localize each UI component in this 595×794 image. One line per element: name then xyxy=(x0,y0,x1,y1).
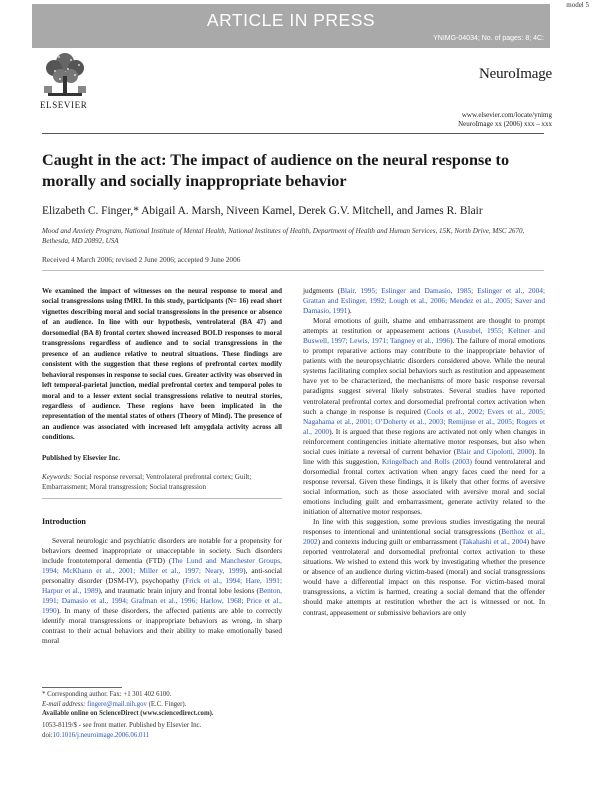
text-span: ). The failure of moral emotions to prompt reparative actions may contribute to the inappropriate behavior of patients with the neuropsychiatric disorders considered above. While the neural systems facilitating complex social behaviors such as restitution and appeasement have yet to be characterized, the mechanisms of more basic response reversal paradigms suggest several likely substrates. Several studies have reported ventrolateral prefrontal cortex and dorsomedial prefrontal cortex activation when such a change in response is required ( xyxy=(303,336,545,416)
model-tag: model 5 xyxy=(566,1,589,9)
text-span: Several neurologic and psychiatric disorders are notable for a propensity for behaviors deemed inappropriate or unacceptable in society. Such disorders include frontotemporal dementia (FTD) ( xyxy=(42,536,282,566)
abstract-divider xyxy=(42,270,544,271)
publisher-name: ELSEVIER xyxy=(40,100,88,110)
article-in-press-banner xyxy=(32,4,550,48)
corresponding-author-note: * Corresponding author. Fax: +1 301 402 6100. xyxy=(42,691,172,698)
journal-url[interactable]: www.elsevier.com/locate/ynimg xyxy=(461,111,552,119)
text-span: found ventrolateral and dorsomedial frontal cortex activation when angry faces cued the need for a response reversal. Given these findings, it is likely that other forms of aversive social information, such as those associated with aversive moral and social emotions including guilt and embarrassment, generate activity related to the initiation of alternative motor responses. xyxy=(303,456,545,517)
received-dates: Received 4 March 2006; revised 2 June 2006; accepted 9 June 2006 xyxy=(42,255,241,264)
citation-link[interactable]: Kringelbach and Rolls (2003) xyxy=(381,456,472,466)
intro-paragraph-1 xyxy=(42,536,282,647)
citation-link[interactable]: Takahashi et al., 2004 xyxy=(461,537,527,547)
keywords-divider xyxy=(42,498,282,499)
right-paragraph-1 xyxy=(303,316,545,517)
doi-link[interactable]: 10.1016/j.neuroimage.2006.06.011 xyxy=(52,732,150,739)
citation-link[interactable]: Berthoz et al., 2002 xyxy=(303,527,545,547)
citation-link[interactable]: Cools et al., 2002; Evers et al., 2005; Nagahama et al., 2001; O’Doherty et al., 2003; Remijnse et al., 2005; Rogers et al., 2000 xyxy=(303,406,545,436)
doi-line xyxy=(42,732,149,739)
text-span: ). In many of these disorders, the affected patients are able to correctly identify moral transgressions or inappropriate behaviors as wrong, in sharp contrast to their actual behaviors and their ability to make emotionally based moral xyxy=(42,606,282,646)
section-heading-introduction: Introduction xyxy=(42,517,86,526)
citation-link[interactable]: Benton, 1991; Damasio et al., 1994; Grafman et al., 1996; Harlow, 1968; Price et al., 1990 xyxy=(42,586,283,616)
text-span: In line with this suggestion, some previous studies investigating the neural responses to intentional and unintentional social transgressions ( xyxy=(303,517,545,537)
keywords-label: Keywords: xyxy=(42,473,73,481)
text-span: ) and contexts inducing guilt or embarrassment ( xyxy=(317,537,462,547)
text-span: Moral emotions of guilt, shame and embarrassment are thought to prompt attempts at restitution or appeasement actions ( xyxy=(303,316,545,336)
keywords xyxy=(42,472,282,493)
right-paragraph-2 xyxy=(303,517,545,617)
footnote xyxy=(42,690,282,719)
text-span: ). It is argued that these regions are activated not only when changes in reinforcement contingencies initiate alternative motor responses, but also when social cues initiate a reversal of current behavior ( xyxy=(303,426,546,456)
banner-meta: YNIMG-04034; No. of pages: 8; 4C: xyxy=(433,35,544,42)
journal-citation: NeuroImage xx (2006) xxx – xxx xyxy=(458,120,552,128)
citation-link[interactable]: Blair and Cipolotti, 2000 xyxy=(456,446,532,456)
author-list: Elizabeth C. Finger,* Abigail A. Marsh, Niveen Kamel, Derek G.V. Mitchell, and James R. Blair xyxy=(42,205,483,217)
email-suffix: (E.C. Finger). xyxy=(148,700,187,708)
citation-link[interactable]: Ausubel, 1955; Keltner and Buswell, 1997; Lewis, 1971; Tangney et al., 1996 xyxy=(303,326,545,346)
publisher-note: Published by Elsevier Inc. xyxy=(42,454,121,462)
doi-label: doi: xyxy=(42,732,53,739)
right-paragraph-0 xyxy=(303,286,545,316)
email-line xyxy=(42,700,282,710)
banner-text: ARTICLE IN PRESS xyxy=(206,10,376,30)
email-label: E-mail address: xyxy=(42,700,86,708)
author-affiliation: Mood and Anxiety Program, National Institute of Mental Health, National Institutes of Health, Department of Health and Human Services, 15K, North Drive, MSC 2670, Bethesda, MD 20892, USA xyxy=(42,227,525,246)
text-span: ), anti-social personality disorder (DSM-IV), psychopathy ( xyxy=(42,566,282,586)
elsevier-tree-logo xyxy=(40,50,90,100)
email-link[interactable]: fingere@mail.nih.gov xyxy=(87,700,147,708)
citation-link[interactable]: Frick et al., 1994; Hare, 1991; Harpur et al., 1989 xyxy=(42,576,282,596)
text-span: ), and traumatic brain injury and frontal lobe lesions ( xyxy=(98,586,259,596)
text-span: judgments ( xyxy=(303,286,341,295)
right-column-text xyxy=(303,286,545,618)
journal-logo: NeuroImage xyxy=(479,66,552,82)
issn-line: 1053-8119/$ - see front matter. Published by Elsevier Inc. xyxy=(42,722,202,729)
footnote-divider xyxy=(42,687,122,688)
text-span: ). xyxy=(347,306,352,316)
citation-link[interactable]: The Lund and Manchester Groups, 1994; McKhann et al., 2001; Miller et al., 1997; Neary, 1999 xyxy=(42,556,282,576)
introduction-text xyxy=(42,536,282,647)
available-online-note: Available online on ScienceDirect (www.sciencedirect.com). xyxy=(42,710,214,717)
keywords-list: Social response reversal; Ventrolateral prefrontal cortex; Guilt; Embarrassment; Moral transgression; Social transgression xyxy=(42,473,252,492)
text-span: ) have reported ventrolateral and dorsomedial prefrontal cortex activation to these situations. We wished to extend this work by investigating whether the presence or absence of an audience during victim-based (moral) and social transgressions would have a differential impact on this response. For victim-based moral transgressions, a victim is harmed, creating a social demand that the offender should make attempts at restitution whether the act is witnessed or not. In contrast, appeasement or submissive behaviors are only xyxy=(303,537,545,617)
text-span: ). In line with this suggestion, xyxy=(303,446,545,466)
abstract-text: We examined the impact of witnesses on the neural response to moral and social transgressions using fMRI. In this study, participants (N= 16) read short vignettes describing moral and social transgressions in the presence or absence of an audience. In line with our hypothesis, ventrolateral (BA 47) and dorsomedial (BA 8) frontal cortex showed increased BOLD responses to moral transgressions regardless of audience and to social transgressions in the presence of an audience relative to neutral situations. These findings are consistent with the suggestion that these regions of prefrontal cortex modify behavioral responses in response to social cues. Greater activity was observed in left temporal-parietal junction, medial prefrontal cortex and temporal poles to moral and to a lesser extent social transgressions relative to neutral stories, regardless of audience. These regions have been implicated in the representation of the mental states of others (Theory of Mind). The presence of an audience was associated with increased left amygdala activity across all conditions. xyxy=(42,287,282,442)
article-title: Caught in the act: The impact of audience on the neural response to morally and socially inappropriate behavior xyxy=(42,151,510,190)
header-divider xyxy=(42,133,544,134)
citation-link[interactable]: Blair, 1995; Eslinger and Damasio, 1985; Eslinger et al., 2004; Grattan and Eslinger, 1992; Lough et al., 2006; Mendez et al., 2005; Saver and Damasio, 1991 xyxy=(303,286,545,316)
